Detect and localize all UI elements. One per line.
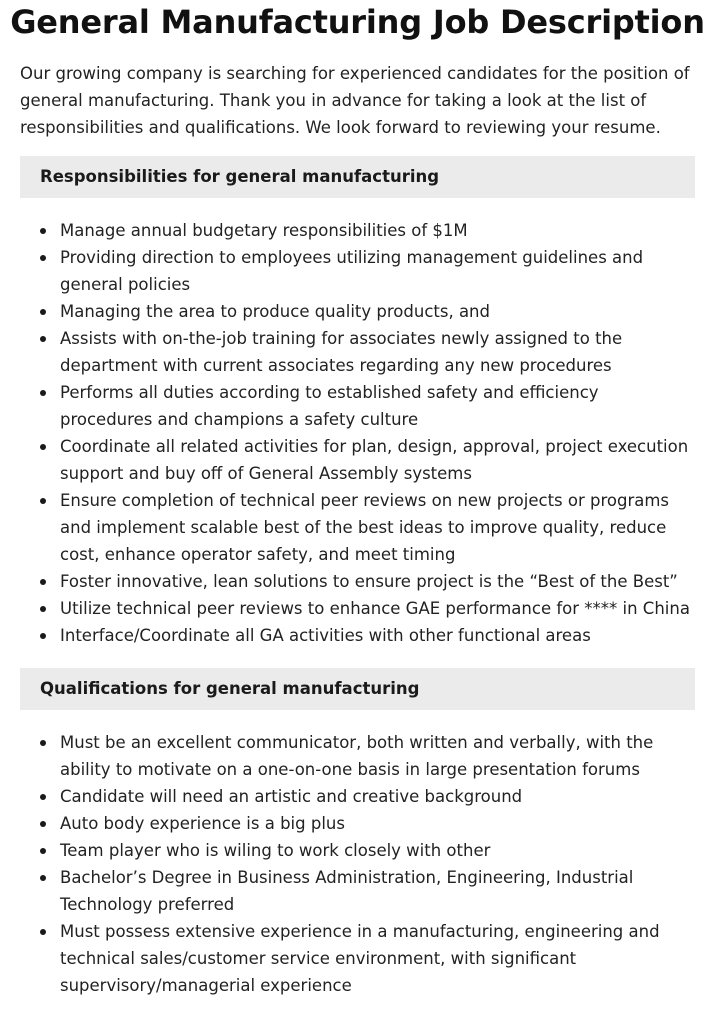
qualifications-heading: Qualifications for general manufacturing	[20, 668, 695, 710]
list-item: Managing the area to produce quality products, and	[60, 298, 695, 325]
list-item: Foster innovative, lean solutions to ensure project is the “Best of the Best”	[60, 568, 695, 595]
list-item: Interface/Coordinate all GA activities with other functional areas	[60, 622, 695, 649]
list-item: Candidate will need an artistic and creative background	[60, 783, 695, 810]
list-item: Manage annual budgetary responsibilities of $1M	[60, 217, 695, 244]
list-item: Team player who is wiling to work closely with other	[60, 837, 695, 864]
list-item: Ensure completion of technical peer reviews on new projects or programs and implement scalable best of the best ideas to improve quality, reduce cost, enhance operator safety, and meet timing	[60, 487, 695, 568]
list-item: Must be an excellent communicator, both written and verbally, with the ability to motivate on a one-on-one basis in large presentation forums	[60, 729, 695, 783]
list-item: Bachelor’s Degree in Business Administration, Engineering, Industrial Technology preferred	[60, 864, 695, 918]
list-item: Performs all duties according to established safety and efficiency procedures and champions a safety culture	[60, 379, 695, 433]
page-title: General Manufacturing Job Description	[10, 3, 705, 41]
list-item: Must possess extensive experience in a manufacturing, engineering and technical sales/customer service environment, with significant supervisory/managerial experience	[60, 918, 695, 999]
list-item: Assists with on-the-job training for associates newly assigned to the department with current associates regarding any new procedures	[60, 325, 695, 379]
list-item: Utilize technical peer reviews to enhance GAE performance for **** in China	[60, 595, 695, 622]
list-item: Auto body experience is a big plus	[60, 810, 695, 837]
list-item: Providing direction to employees utilizing management guidelines and general policies	[60, 244, 695, 298]
responsibilities-heading: Responsibilities for general manufacturing	[20, 156, 695, 198]
intro-paragraph: Our growing company is searching for experienced candidates for the position of general manufacturing. Thank you in advance for taking a look at the list of responsibilities and qualifications. We look forward to reviewing your resume.	[20, 64, 690, 137]
responsibilities-list	[20, 217, 695, 649]
list-item: Coordinate all related activities for plan, design, approval, project execution support and buy off of General Assembly systems	[60, 433, 695, 487]
qualifications-list	[20, 729, 695, 999]
